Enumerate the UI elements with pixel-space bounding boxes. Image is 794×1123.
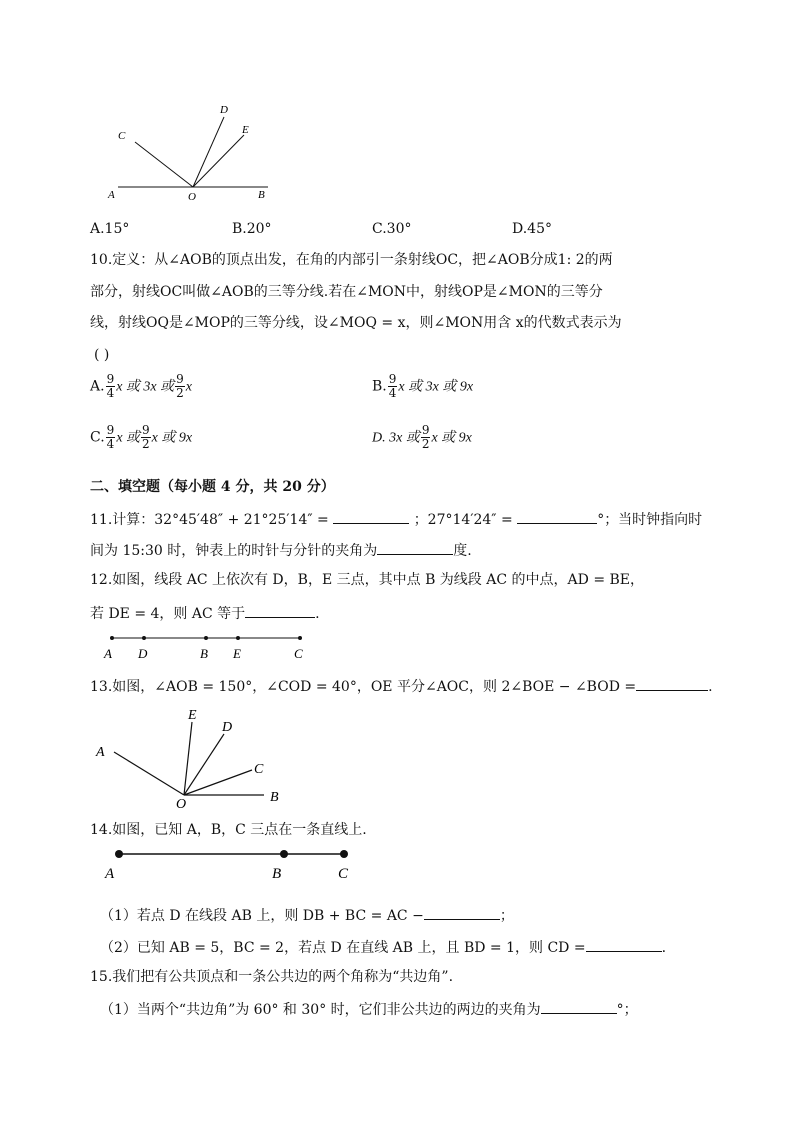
q9-option-d: D.45° [512,221,552,237]
q12-line1: 12.如图，线段 AC 上依次有 D，B，E 三点，其中点 B 为线段 AC 的中点，AD = BE， [90,572,645,588]
q13-label-d: D [222,720,233,735]
q15-line1: 15.我们把有公共顶点和一条公共边的两个角称为“共边角”. [90,969,454,985]
q12-label-d: D [138,646,148,661]
q12-segment-figure [98,628,318,664]
q13-label-e: E [188,708,197,723]
q13-angle-figure [92,702,302,810]
q9-option-c: C.30° [372,221,412,237]
q10-option-c: C. $\frac{9}{4}$ x 或 $\frac{9}{2}$ x 或 9x [90,423,193,451]
q11-blank-2[interactable] [517,509,597,524]
q10-option-d: D. 3x 或 $\frac{9}{2}$ x 或 9x [372,423,472,451]
q10-option-a: A. $\frac{9}{4}$ x 或 3x 或 $\frac{9}{2}$ x [90,372,192,400]
q12-point-c [298,636,302,640]
q14-point-b [280,850,288,858]
q10-option-b: B. $\frac{9}{4}$ x 或 3x 或 9x [372,372,474,400]
q13-ray-oa [114,752,184,795]
q13-blank[interactable] [636,676,708,691]
q13-label-a: A [96,745,105,760]
q14-point-c [340,850,348,858]
q14-sub2: （2）已知 AB = 5，BC = 2，若点 D 在直线 AB 上，且 BD = 1，则 CD = . [100,937,666,957]
q10-line1: 10.定义：从∠AOB的顶点出发，在角的内部引一条射线OC，把∠AOB分成1: 2的两 [90,252,613,268]
q9-angle-figure [100,95,290,210]
q10-option-d-frac1: $\frac{9}{2}$ [421,423,430,451]
q14-sub1: （1）若点 D 在线段 AB 上，则 DB + BC = AC − ； [100,905,514,925]
q9-ray-oc [135,142,193,187]
q11-line1: 11.计算：32°45′48″ + 21°25′14″ = ；27°14′24″ = °；当时钟指向时 [90,509,702,529]
q10-option-a-frac1: $\frac{9}{4}$ [106,372,115,400]
q14-segment-figure [100,845,360,885]
q9-label-c: C [118,130,126,142]
q13-label-b: B [270,790,279,805]
q10-option-a-frac2: $\frac{9}{2}$ [176,372,184,400]
q9-ray-oe [193,135,244,187]
q10-line2: 部分，射线OC叫做∠AOB的三等分线.若在∠MON中，射线OP是∠MON的三等分 [90,284,603,300]
q9-option-b: B.20° [232,221,272,237]
q12-blank[interactable] [245,603,315,618]
q14-label-b: B [272,866,282,882]
q10-line3: 线，射线OQ是∠MOP的三等分线，设∠MOQ = x，则∠MON用含 x的代数式表示为 [90,315,622,331]
q10-option-b-frac1: $\frac{9}{4}$ [388,372,397,400]
q12-label-c: C [294,646,303,661]
q11-blank-1[interactable] [333,509,409,524]
q9-option-a: A.15° [90,221,130,237]
q9-label-a: A [108,189,115,201]
section-2-title: 二、填空题（每小题 4 分，共 20 分） [90,479,335,495]
q11-line2: 间为 15:30 时，钟表上的时针与分针的夹角为 度. [90,540,472,560]
q9-label-d: D [220,104,228,116]
q14-line1: 14.如图，已知 A，B，C 三点在一条直线上. [90,822,367,838]
q14-point-a [115,850,123,858]
q12-label-b: B [200,646,208,661]
q13-ray-oc [184,770,252,795]
q15-sub1: （1）当两个“共边角”为 60° 和 30° 时，它们非公共边的两边的夹角为 °； [100,999,638,1019]
q10-option-c-frac2: $\frac{9}{2}$ [142,423,150,451]
q14-blank-2[interactable] [586,937,662,952]
q9-label-e: E [242,124,249,136]
q10-answer-paren: ( ) [94,347,110,363]
q12-point-d [142,636,146,640]
q13-label-c: C [254,762,264,777]
q14-label-a: A [105,866,115,882]
q9-ray-od [193,117,224,187]
q9-label-o: O [188,191,196,203]
q12-point-b [204,636,208,640]
q15-blank-1[interactable] [541,999,617,1014]
q10-option-c-frac1: $\frac{9}{4}$ [106,423,115,451]
q13-line: 13.如图，∠AOB = 150°，∠COD = 40°，OE 平分∠AOC，则 2∠BOE − ∠BOD = . [90,676,713,696]
q12-label-e: E [233,646,241,661]
q14-label-c: C [338,866,349,882]
q14-blank-1[interactable] [424,905,500,920]
q12-line2: 若 DE = 4，则 AC 等于 . [90,603,320,623]
q12-point-e [236,636,240,640]
q9-label-b: B [258,189,265,201]
q11-blank-3[interactable] [377,540,453,555]
q12-point-a [110,636,114,640]
q13-label-o: O [176,797,187,810]
q12-label-a: A [104,646,112,661]
